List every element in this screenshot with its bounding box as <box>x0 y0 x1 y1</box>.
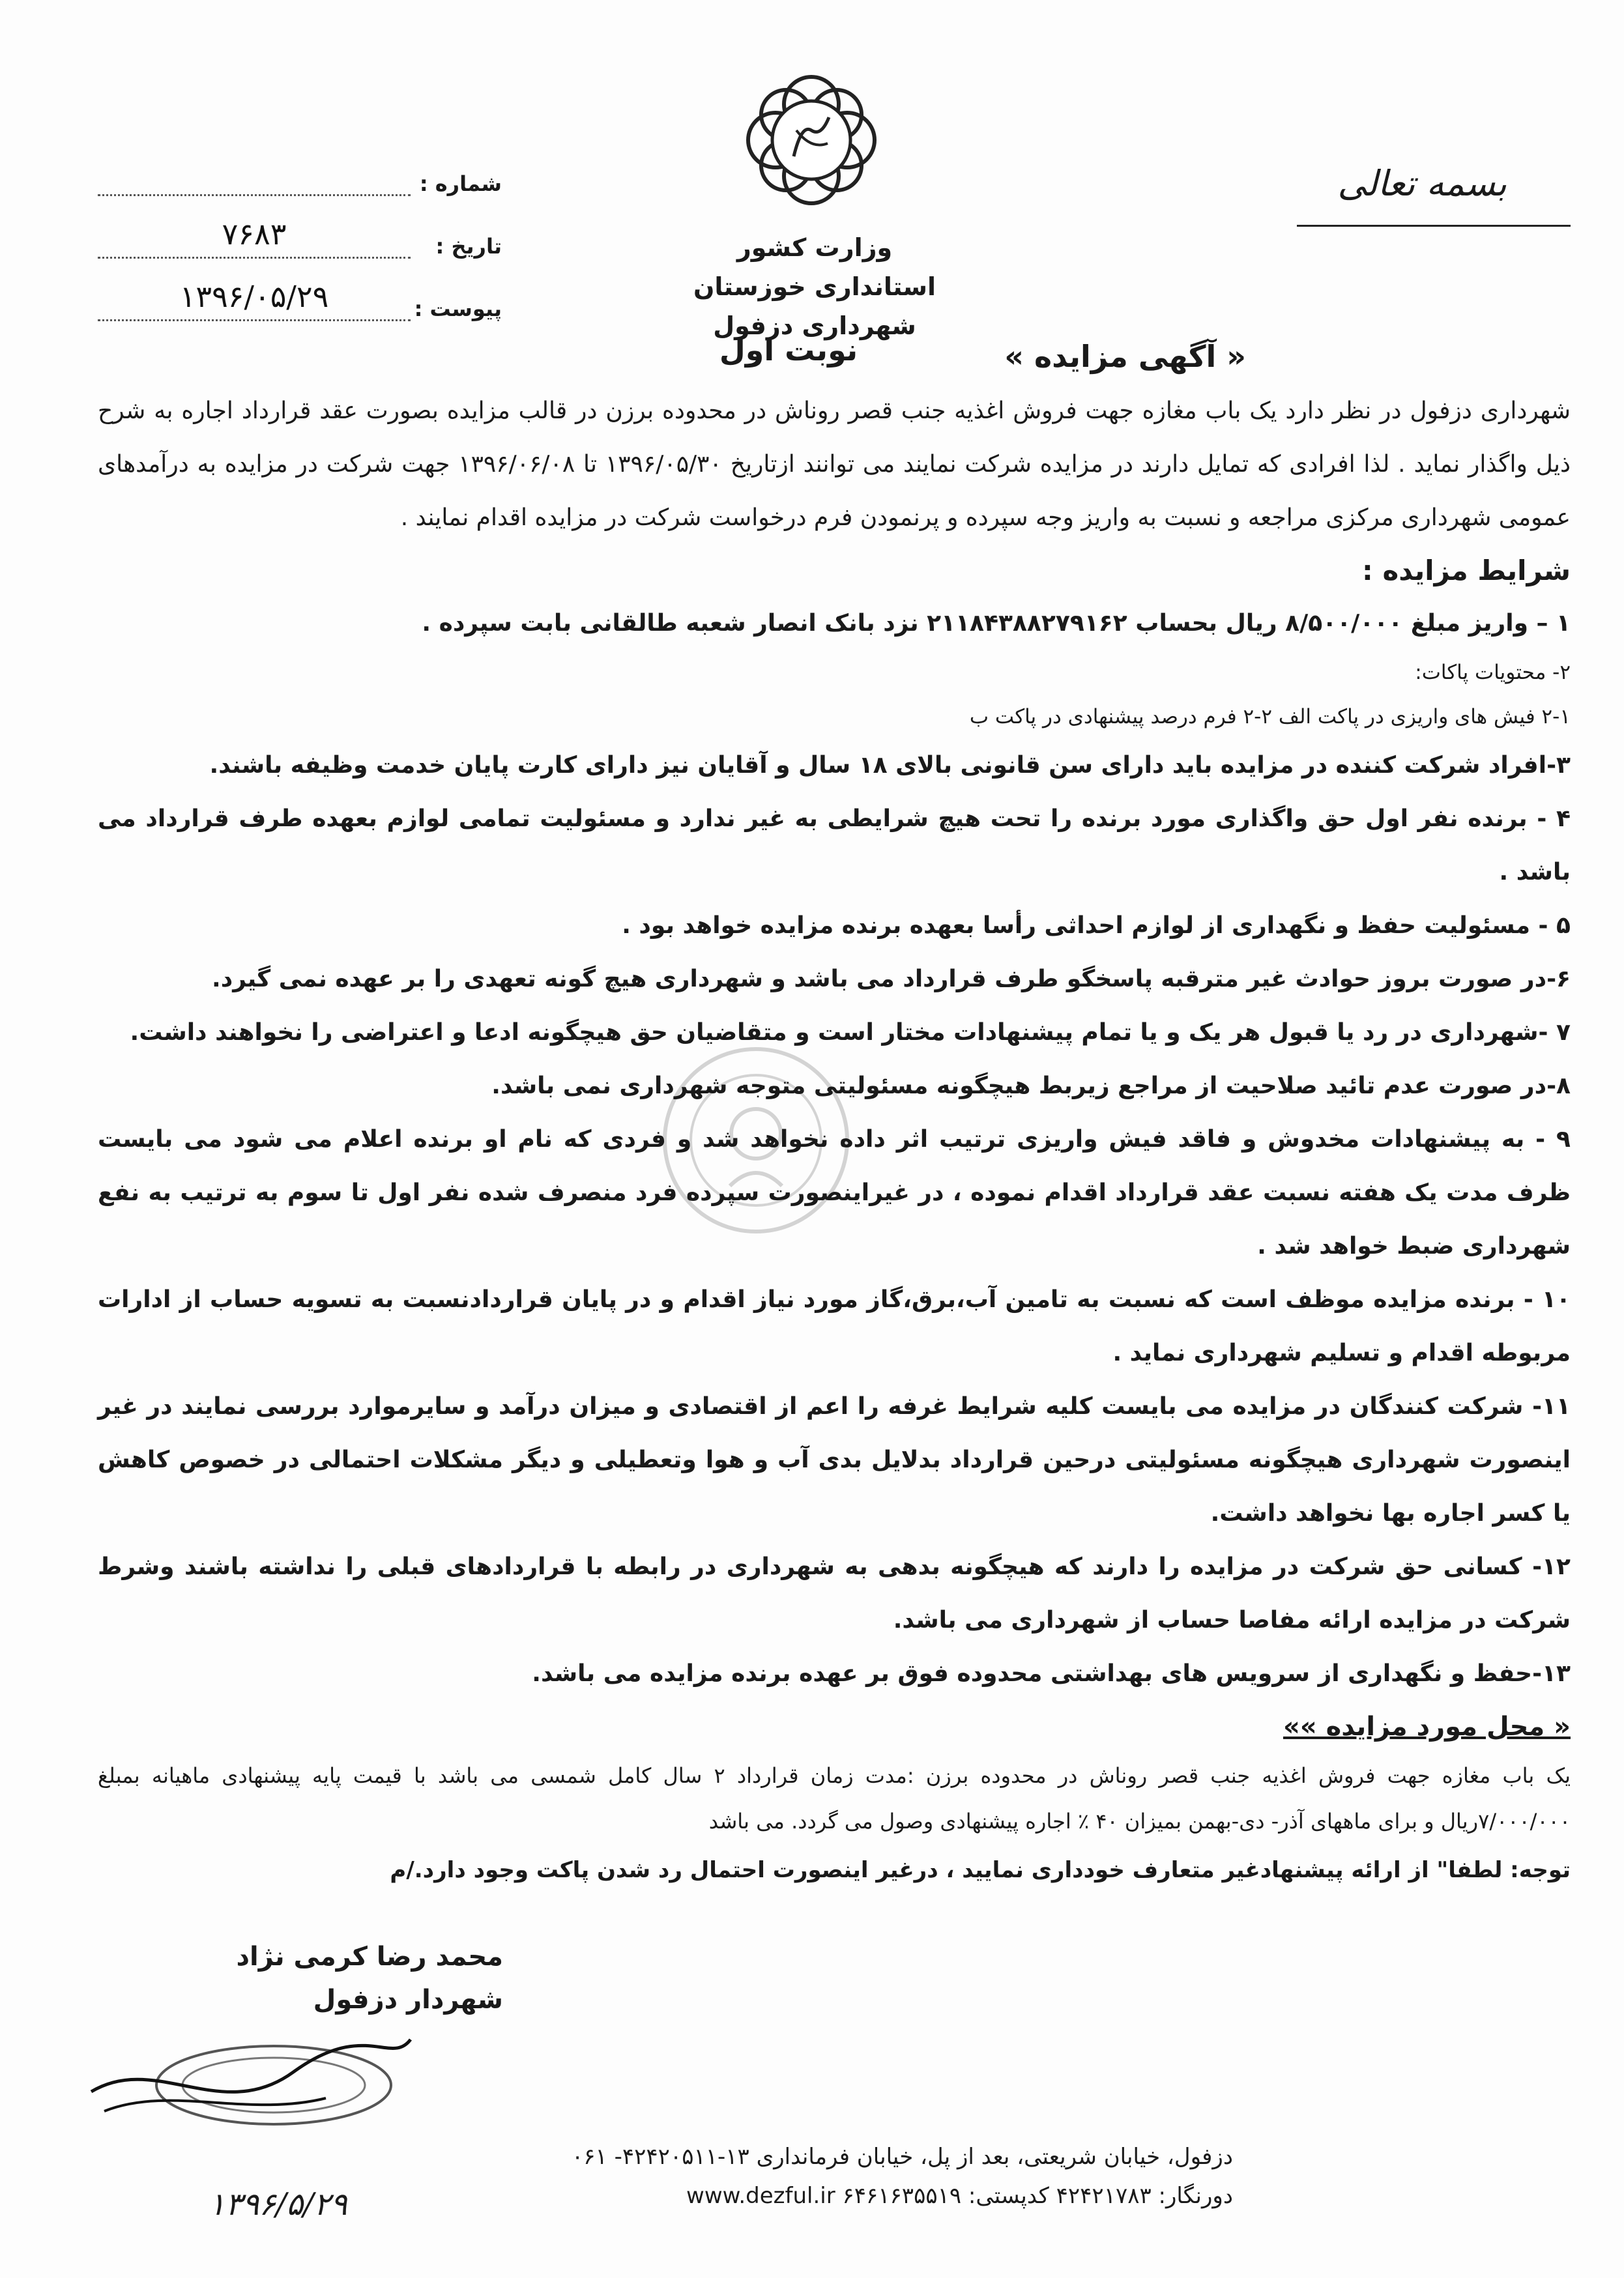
header-organization <box>678 228 951 345</box>
attachment-value: ۱۳۹۶/۰۵/۲۹ <box>98 279 411 321</box>
bismillah-divider <box>1297 225 1571 227</box>
notice-title: « آگهی مزایده » <box>1004 339 1246 374</box>
condition-item: ۵ - مسئولیت حفظ و نگهداری از لوازم احداثی رأسا بعهده برنده مزایده خواهد بود . <box>622 912 1571 939</box>
condition-item: ۷ -شهرداری در رد یا قبول هر یک و یا تمام پیشنهادات مختار است و متقاضیان حق هیچگونه ادعا و اعتراضی را نخواهند داشت. <box>130 1019 1571 1046</box>
condition-item: ۸-در صورت عدم تائید صلاحیت از مراجع زیربط هیچگونه مسئولیتی متوجه شهرداری نمی باشد. <box>491 1073 1571 1099</box>
condition-item: ۱۳-حفظ و نگهداری از سرویس های بهداشتی محدوده فوق بر عهده برنده مزایده می باشد. <box>532 1660 1571 1687</box>
condition-item: ۹ - به پیشنهادات مخدوش و فاقد فیش واریزی ترتیب اثر داده نخواهد شد و فردی که نام او برنده اعلام می شود می بایست ظرف مدت یک هفته نسبت عقد قرارداد اقدام نموده ، در غیراینصورت سپرده فرد منصرف شده نفر اول تا سوم به ترتیب به نفع شهرداری ضبط خواهد شد . <box>98 1126 1571 1260</box>
condition-item: ۱ – واریز مبلغ ۸/۵۰۰/۰۰۰ ریال بحساب ۲۱۱۸۴۳۸۸۲۷۹۱۶۲ نزد بانک انصار شعبه طالقانی بابت سپرده . <box>422 610 1571 637</box>
attachment-label: پیوست : <box>414 296 502 321</box>
footer-postal-code: کدپستی: ۶۴۶۱۶۳۵۵۱۹ <box>842 2183 1049 2209</box>
footer-website-link[interactable]: www.dezful.ir <box>686 2183 835 2209</box>
signature-stamp-icon <box>78 2026 417 2137</box>
bismillah-heading: بسمه تعالی <box>1337 163 1507 204</box>
condition-item: ۱۲- کسانی حق شرکت در مزایده را دارند که هیچگونه بدهی به شهرداری در رابطه با قراردادهای قبلی را نداشته باشند وشرط شرکت در مزایده ارائه مفاصا حساب از شهرداری می باشد. <box>98 1553 1571 1634</box>
notice-body <box>98 384 1571 1896</box>
handwritten-date: ۱۳۹۶/۵/۲۹ <box>209 2186 347 2223</box>
municipality-emblem-icon <box>736 65 886 215</box>
date-value: ۷۶۸۳ <box>98 216 411 259</box>
condition-item: ۶-در صورت بروز حوادث غیر مترقبه پاسخگو طرف قرارداد می باشد و شهرداری هیچ گونه تعهدی را بر عهده نمی گیرد. <box>212 966 1571 992</box>
signatory-title: شهردار دزفول <box>313 1985 503 2015</box>
signatory-name: محمد رضا کرمی نژاد <box>236 1942 503 1972</box>
condition-item: ۳-افراد شرکت کننده در مزایده باید دارای سن قانونی بالای ۱۸ سال و آقایان نیز دارای کارت پایان خدمت وظیفه باشند. <box>209 752 1571 779</box>
intro-paragraph: شهرداری دزفول در نظر دارد یک باب مغازه جهت فروش اغذیه جنب قصر روناش در محدوده برزن در قالب مزایده بصورت عقد قرارداد اجاره به شرح ذیل واگذار نماید . لذا افرادی که تمایل دارند در مزایده شرکت نمایند می توانند ازتاریخ ۱۳۹۶/۰۵/۳۰ تا ۱۳۹۶/۰۶/۰۸ جهت شرکت در مزایده به درآمدهای عمومی شهرداری مرکزی مراجعه و نسبت به واریز وجه سپرده و پرنمودن فرم درخواست شرکت در مزایده اقدام نمایند . <box>98 397 1571 531</box>
footer-address: دزفول، خیابان شریعتی، بعد از پل، خیابان فرمانداری ۱۳-۴۲۴۲۰۵۱۱- ۰۶۱ <box>572 2144 1233 2170</box>
footer-contact <box>451 2176 1233 2215</box>
number-label: شماره : <box>419 171 502 196</box>
attachment-row <box>98 259 502 321</box>
municipality-name: شهرداری دزفول <box>713 311 916 340</box>
letter-footer <box>451 2137 1233 2215</box>
date-row <box>98 196 502 259</box>
condition-item: ۲- محتویات پاکات: <box>1415 661 1571 684</box>
location-description: یک باب مغازه جهت فروش اغذیه جنب قصر روناش در محدوده برزن :مدت زمان قرارداد ۲ سال کامل شمسی می باشد با قیمت پایه پیشنهادی ماهیانه بمبلغ ۷/۰۰۰/۰۰۰ریال و برای ماههای آذر- دی-بهمن بمیزان ۴۰ ٪ اجاره پیشنهادی وصول می گردد. می باشد <box>98 1763 1571 1834</box>
location-heading: « محل مورد مزایده »» <box>1283 1712 1571 1742</box>
ministry-name: وزارت کشور <box>736 233 893 262</box>
signature-block <box>236 1935 503 2021</box>
number-value <box>98 154 411 196</box>
condition-item: ۱۱- شرکت کنندگان در مزایده می بایست کلیه شرایط غرفه را اعم از اقتصادی و میزان درآمد و سایرموارد بررسی نمایند در غیر اینصورت شهرداری هیچگونه مسئولیتی درحین قرارداد بدلایل بدی آب و هوا وتعطیلی و دیگر مشکلات احتمالی در خصوص کاهش یا کسر اجاره بها نخواهد داشت. <box>98 1393 1571 1527</box>
notice-warning: توجه: لطفا" از ارائه پیشنهادغیر متعارف خودداری نمایید ، درغیر اینصورت احتمال رد شدن پاکت وجود دارد./م <box>390 1857 1571 1883</box>
condition-item: ۲-۱ فیش های واریزی در پاکت الف ۲-۲ فرم درصد پیشنهادی در پاکت ب <box>969 705 1571 728</box>
date-label: تاریخ : <box>435 234 502 259</box>
footer-fax: دورنگار: ۴۲۴۲۱۷۸۳ <box>1056 2183 1233 2209</box>
condition-item: ۴ - برنده نفر اول حق واگذاری مورد برنده را تحت هیچ شرایطی به غیر ندارد و مسئولیت تمامی لوازم بعهده طرف قرارداد می باشد . <box>98 805 1571 886</box>
letter-meta <box>98 134 502 321</box>
round-label: نوبت اول <box>719 332 858 368</box>
condition-item: ۱۰ - برنده مزایده موظف است که نسبت به تامین آب،برق،گاز مورد نیاز اقدام و در پایان قراردادنسبت به تسویه حساب از ادارات مربوطه اقدام و تسلیم شهرداری نماید . <box>98 1286 1571 1366</box>
number-row <box>98 134 502 196</box>
province-name: استانداری خوزستان <box>693 272 936 301</box>
conditions-heading: شرایط مزایده : <box>1362 555 1571 586</box>
